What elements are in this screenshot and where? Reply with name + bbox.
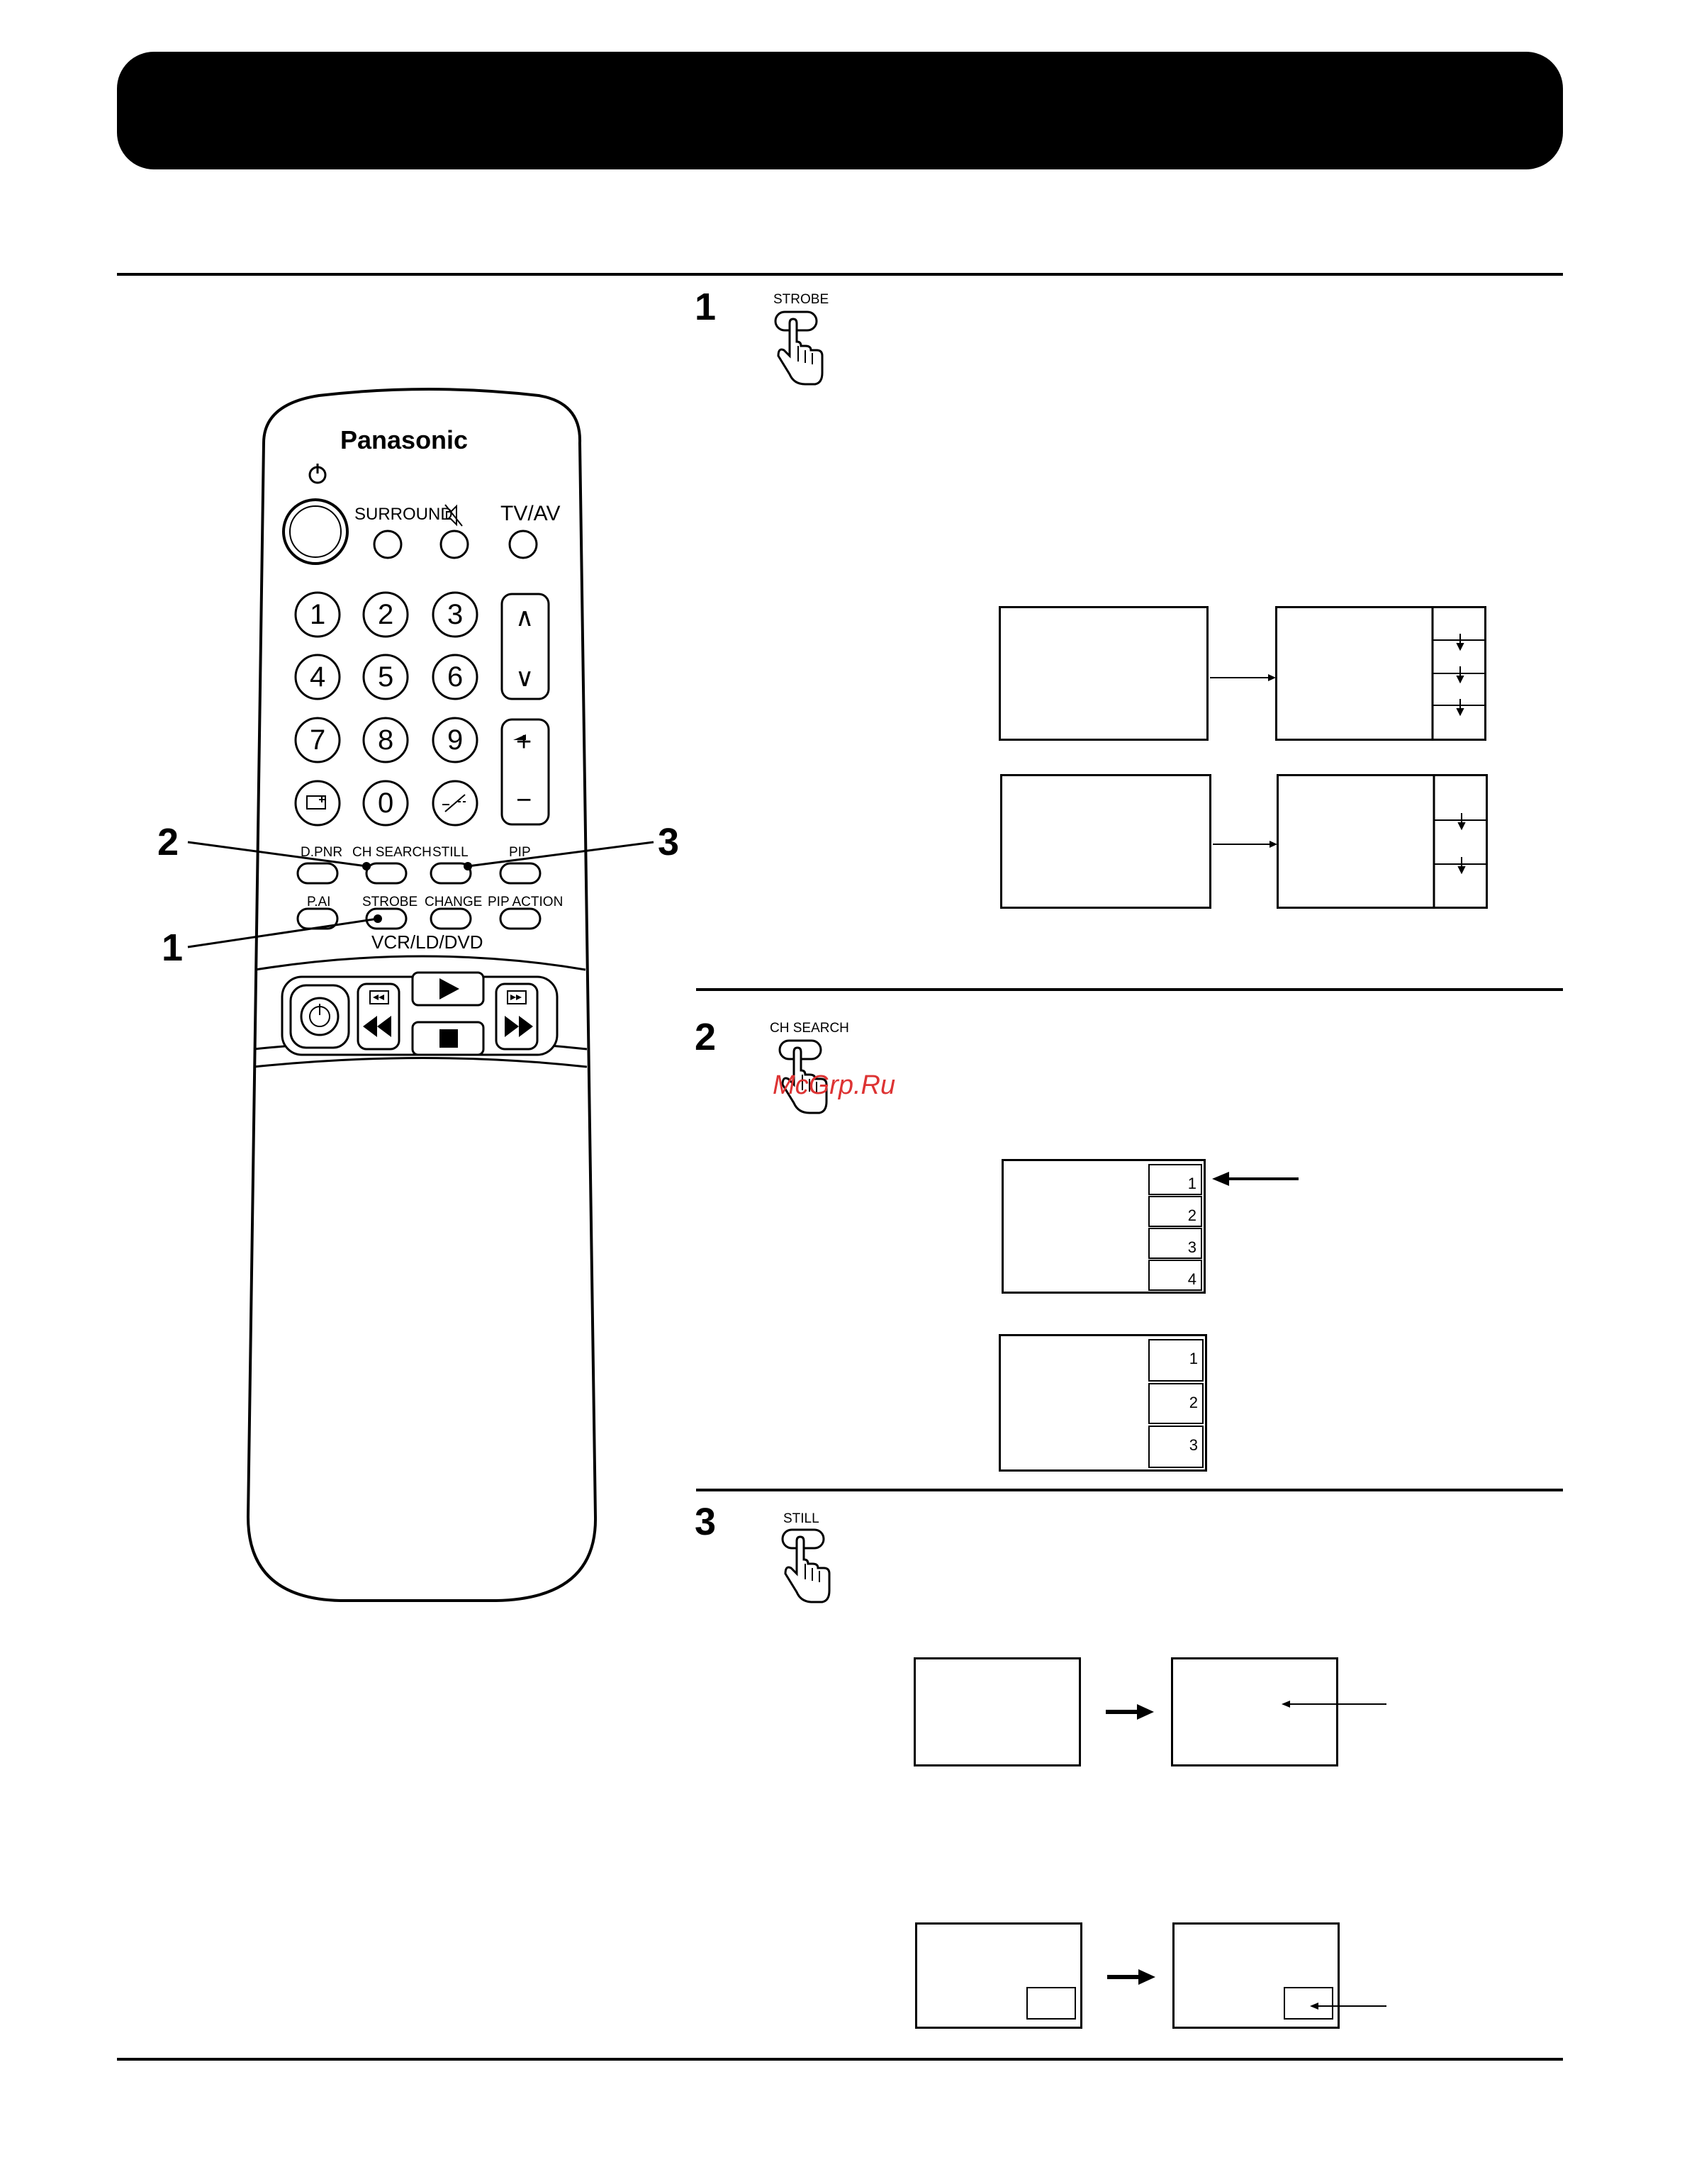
step-3-number: 3 xyxy=(695,1501,717,1543)
pai-label: P.AI xyxy=(307,895,331,909)
key-2[interactable]: 2 xyxy=(378,599,394,630)
watermark: McGrp.Ru xyxy=(773,1070,896,1100)
strobe-screen-after-1 xyxy=(1275,606,1486,741)
key-1[interactable]: 1 xyxy=(310,599,326,630)
arrow-left-icon xyxy=(1282,1700,1388,1708)
step-2-button-label: CH SEARCH xyxy=(770,1021,849,1036)
channel-cell: 2 xyxy=(1148,1383,1204,1424)
ch-search-label: CH SEARCH xyxy=(352,845,432,860)
still-label: STILL xyxy=(432,845,469,860)
strobe-screen-before-1 xyxy=(999,606,1209,741)
key-8[interactable]: 8 xyxy=(378,724,394,756)
still-screen-before-1 xyxy=(914,1657,1081,1766)
channel-cell: 1 xyxy=(1148,1164,1202,1195)
vcr-ld-dvd-label: VCR/LD/DVD xyxy=(371,931,483,953)
key-5[interactable]: 5 xyxy=(378,661,394,693)
channel-cell: 3 xyxy=(1148,1426,1204,1468)
channel-cell: 1 xyxy=(1148,1339,1204,1382)
tv-av-label: TV/AV xyxy=(500,502,561,525)
step-1-number: 1 xyxy=(695,286,717,328)
callout-3: 3 xyxy=(658,821,680,863)
channel-cell: 4 xyxy=(1148,1260,1202,1291)
channel-down-icon[interactable]: ∨ xyxy=(515,663,534,692)
channel-cell: 3 xyxy=(1148,1228,1202,1259)
key-4[interactable]: 4 xyxy=(310,661,326,693)
key-9[interactable]: 9 xyxy=(447,724,464,756)
volume-minus-icon[interactable]: − xyxy=(516,785,532,815)
change-label: CHANGE xyxy=(425,895,483,909)
strobe-screen-after-2 xyxy=(1277,774,1488,909)
pip-label: PIP xyxy=(509,845,531,860)
dpnr-label: D.PNR xyxy=(301,845,343,860)
arrow-right-icon xyxy=(1209,673,1277,682)
ch-search-screen-4 xyxy=(1002,1159,1206,1294)
step-2-number: 2 xyxy=(695,1016,717,1058)
channel-up-icon[interactable]: ∧ xyxy=(515,603,534,632)
pip-action-label: PIP ACTION xyxy=(488,895,564,909)
key-7[interactable]: 7 xyxy=(310,724,326,756)
key-6[interactable]: 6 xyxy=(447,661,464,693)
key-3[interactable]: 3 xyxy=(447,599,464,630)
step-1-button-label: STROBE xyxy=(773,292,829,307)
hand-press-icon xyxy=(773,306,829,391)
hand-press-icon xyxy=(780,1524,836,1609)
key-0[interactable]: 0 xyxy=(378,788,394,819)
channel-cell: 2 xyxy=(1148,1196,1202,1227)
callout-2: 2 xyxy=(157,821,179,863)
volume-plus-icon[interactable]: + xyxy=(516,727,532,757)
still-screen-after-1 xyxy=(1171,1657,1338,1766)
arrow-left-icon xyxy=(1211,1170,1300,1188)
callout-1: 1 xyxy=(162,926,184,969)
still-screen-before-2 xyxy=(915,1922,1082,2029)
step-3-button-label: STILL xyxy=(783,1511,819,1526)
bold-arrow-right-icon xyxy=(1104,1703,1155,1721)
strobe-label: STROBE xyxy=(362,895,418,909)
strobe-screen-before-2 xyxy=(1000,774,1211,909)
arrow-right-icon xyxy=(1211,840,1278,849)
arrow-left-icon xyxy=(1310,2002,1388,2010)
bold-arrow-right-icon xyxy=(1106,1968,1157,1986)
still-screen-after-2 xyxy=(1172,1922,1340,2029)
surround-label: SURROUND xyxy=(354,505,453,524)
remote-brand: Panasonic xyxy=(340,425,469,454)
ch-search-screen-3 xyxy=(999,1334,1207,1472)
pip-window xyxy=(1026,1987,1076,2020)
